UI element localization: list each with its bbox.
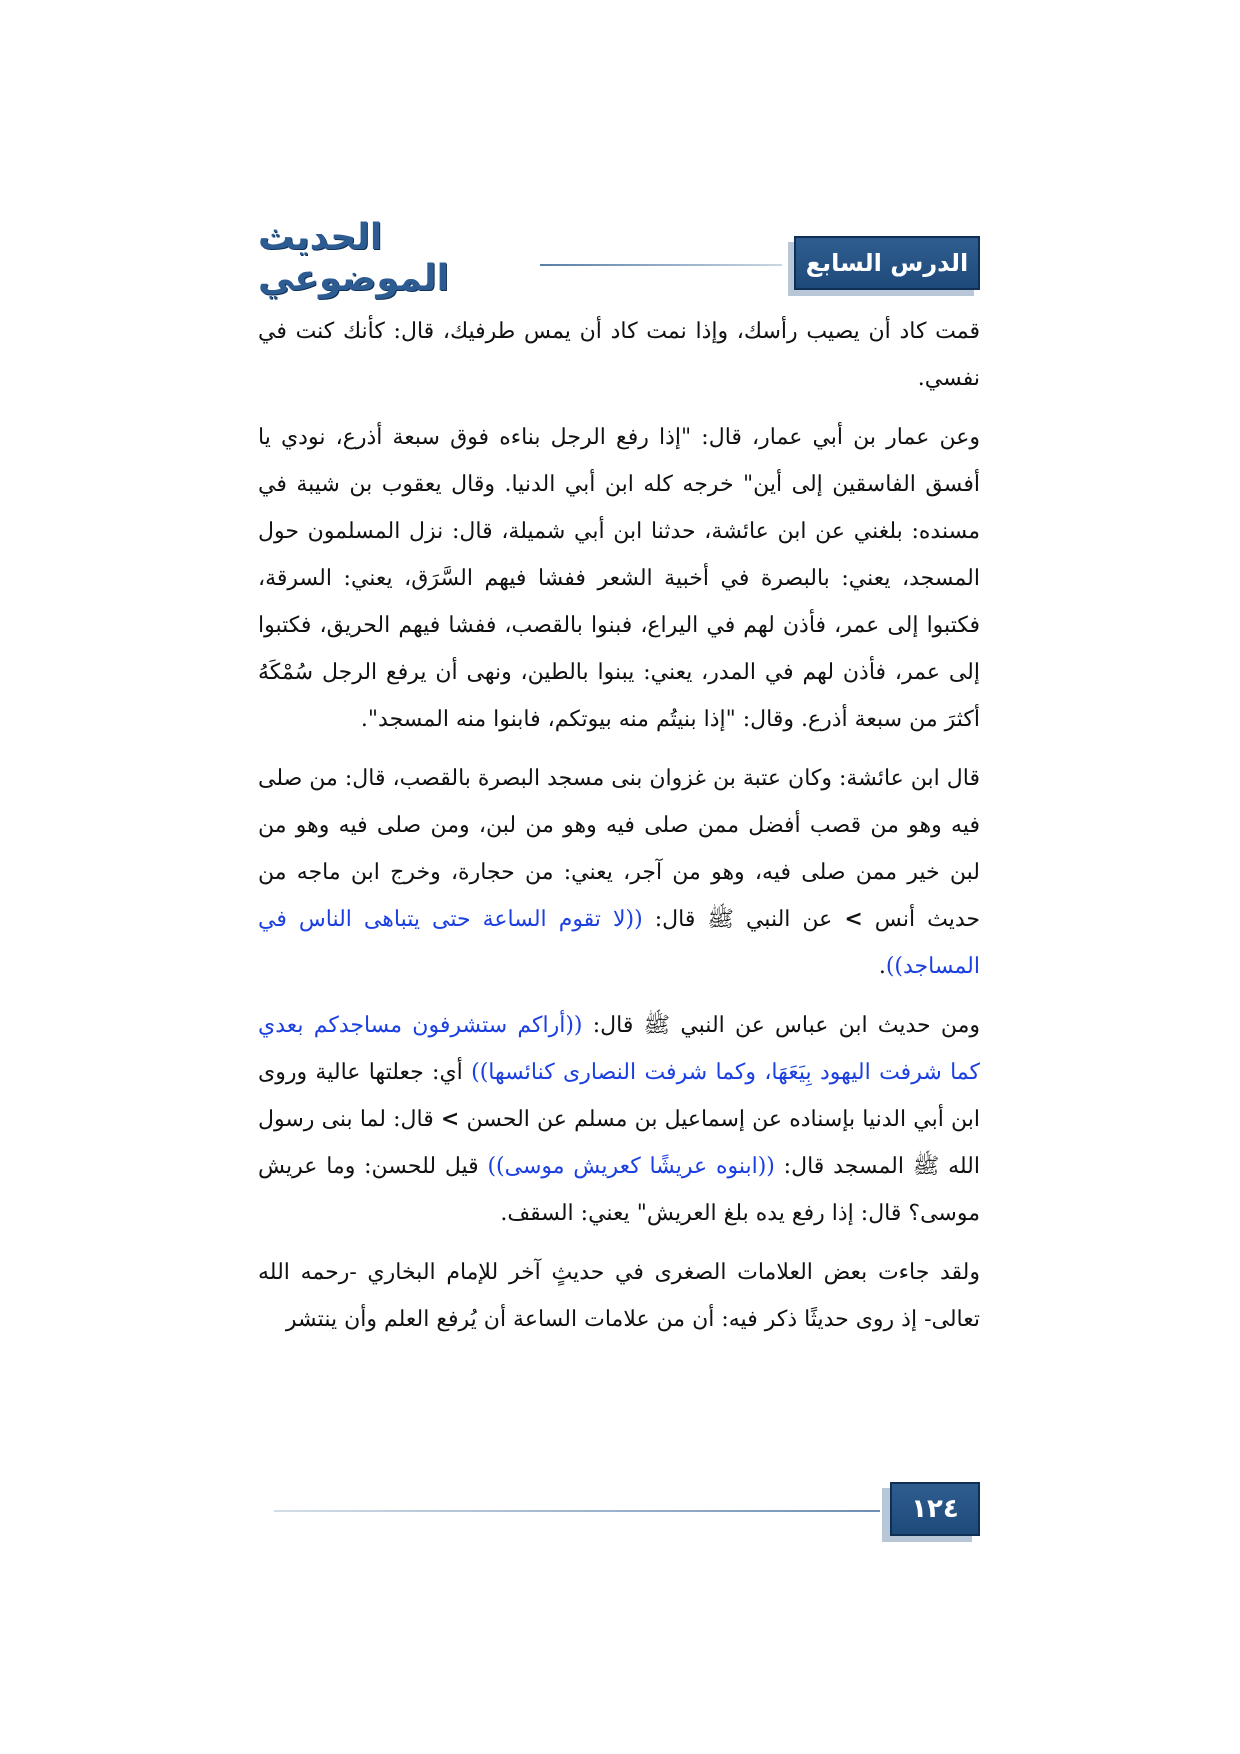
paragraph: [258, 308, 980, 402]
page-header: [258, 217, 980, 299]
paragraph: [258, 1002, 980, 1237]
body-text: [258, 308, 980, 1355]
lesson-label: الدرس السابع: [805, 249, 969, 277]
page-title: الحديث الموضوعي: [258, 217, 449, 299]
text-run: وعن عمار بن أبي عمار، قال: "إذا رفع الرجل بناءه فوق سبعة أذرع، نودي يا أفسق الفاسقين إلى أين" خرجه كله ابن أبي الدنيا. وقال يعقوب بن شيبة في مسنده: بلغني عن ابن عائشة، حدثنا ابن أبي شميلة، قال: نزل المسلمون حول المسجد، يعني: بالبصرة في أخبية الشعر ففشا فيهم السَّرَق، يعني: السرقة، فكتبوا إلى عمر، فأذن لهم في اليراع، فبنوا بالقصب، ففشا فيهم الحريق، فكتبوا إلى عمر، فأذن لهم في المدر، يعني: يبنوا بالطين، ونهى أن يرفع الرجل سُمْكَهُ أكثرَ من سبعة أذرع. وقال: "إذا بنيتُم منه بيوتكم، فابنوا منه المسجد".: [258, 425, 980, 732]
text-run: .: [878, 954, 886, 979]
text-run: أي: جعلتها عالية وروى ابن أبي الدنيا بإسناده عن إسماعيل بن مسلم عن الحسن: [258, 1060, 980, 1132]
page-number-badge: [890, 1482, 980, 1536]
text-run: قال: لما بنى رسول الله ﷺ المسجد قال:: [258, 1107, 980, 1179]
header-divider: [540, 264, 782, 266]
text-run: قيل للحسن: وما عريش موسى؟ قال: إذا رفع يده بلغ العريش" يعني: السقف.: [258, 1154, 980, 1226]
honorific-mark: >: [440, 1106, 460, 1132]
hadith-quote: ((لا تقوم الساعة حتى يتباهى الناس في المساجد)): [258, 907, 980, 979]
text-run: ولقد جاءت بعض العلامات الصغرى في حديثٍ آخر للإمام البخاري -رحمه الله تعالى- إذ روى حديثًا ذكر فيه: أن من علامات الساعة أن يُرفع العلم وأن ينتشر: [258, 1260, 980, 1332]
page-footer: [274, 1482, 980, 1542]
page-number: ١٢٤: [911, 1494, 959, 1524]
honorific-mark: >: [844, 906, 863, 932]
paragraph: [258, 755, 980, 990]
text-run: قمت كاد أن يصيب رأسك، وإذا نمت كاد أن يمس طرفيك، قال: كأنك كنت في نفسي.: [258, 319, 980, 391]
text-run: قال ابن عائشة: وكان عتبة بن غزوان بنى مسجد البصرة بالقصب، قال: من صلى فيه وهو من قصب أفضل ممن صلى فيه وهو من لبن، ومن صلى فيه وهو من لبن خير ممن صلى فيه، وهو من آجر، يعني: من حجارة، وخرج ابن ماجه من حديث أنس: [258, 766, 980, 932]
lesson-badge: [794, 236, 980, 290]
paragraph: [258, 1249, 980, 1343]
text-run: عن النبي ﷺ قال:: [642, 907, 845, 932]
hadith-quote: ((أراكم ستشرفون مساجدكم بعدي كما شرفت اليهود بِيَعَهَا، وكما شرفت النصارى كنائسها)): [258, 1013, 980, 1085]
hadith-quote: ((ابنوه عريشًا كعريش موسى)): [487, 1154, 775, 1179]
paragraph: [258, 414, 980, 743]
footer-divider: [274, 1510, 880, 1512]
text-run: ومن حديث ابن عباس عن النبي ﷺ قال:: [582, 1013, 980, 1038]
